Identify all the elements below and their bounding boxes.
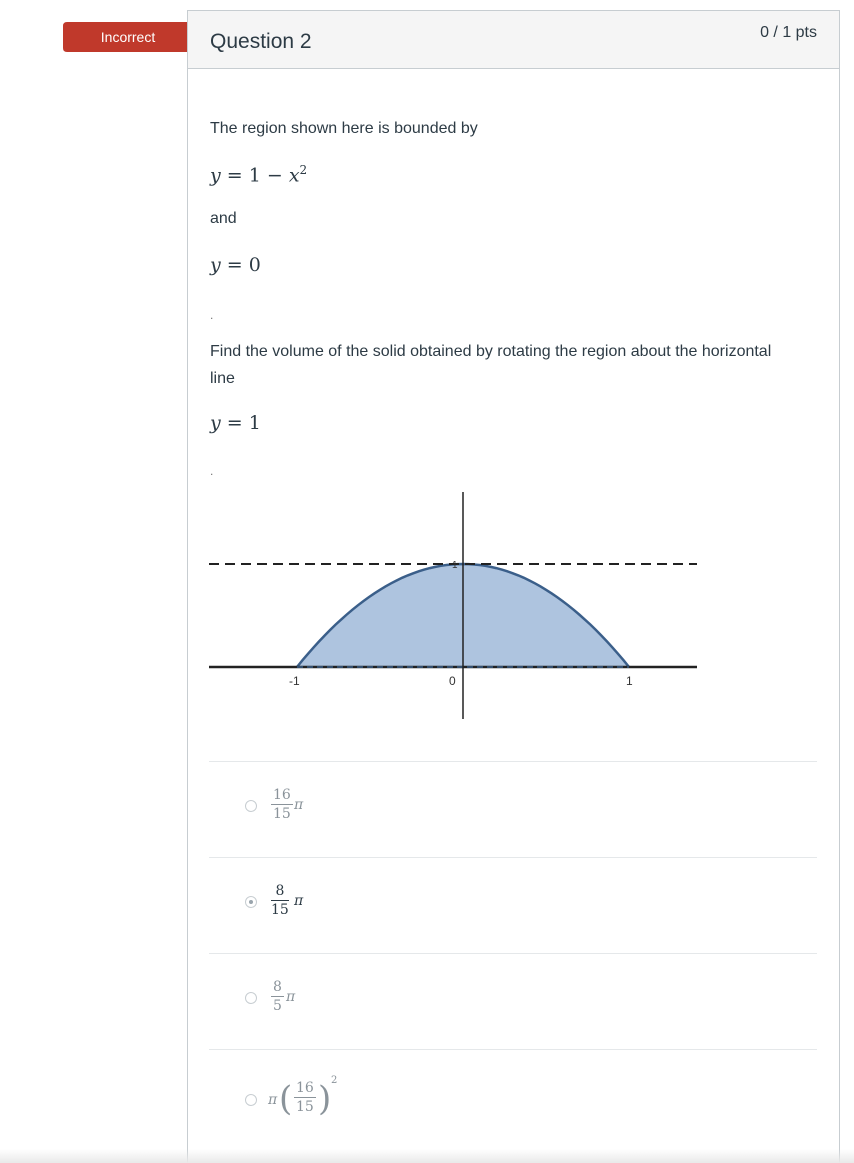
- period-1: .: [210, 308, 214, 322]
- answer-separator: [209, 953, 817, 954]
- answer-3-denominator: 5: [273, 998, 282, 1014]
- eq1-exponent: 2: [299, 163, 308, 177]
- answer-separator: [209, 761, 817, 762]
- answer-1-fraction: [271, 786, 293, 823]
- equation-2: [210, 254, 261, 276]
- answer-4-exponent: 2: [331, 1075, 338, 1086]
- answer-2-pi: π: [294, 893, 304, 909]
- eq2-lhs: y: [210, 254, 221, 276]
- region-graph: [209, 492, 701, 727]
- prompt-line-1: The region shown here is bounded by: [210, 120, 478, 137]
- prompt-line-2: Find the volume of the solid obtained by rotating the region about the horizontal line: [210, 343, 772, 387]
- answer-4-denominator: 15: [296, 1099, 314, 1115]
- eq3-rhs: = 1: [226, 412, 261, 434]
- question-header: [188, 11, 839, 69]
- period-2: .: [210, 464, 214, 478]
- prompt-and: and: [210, 210, 237, 227]
- answer-4-right-paren: ): [318, 1079, 332, 1119]
- answer-3-pi: π: [286, 989, 296, 1005]
- region-graph-svg: [209, 492, 701, 722]
- incorrect-badge: [63, 22, 206, 52]
- answer-1-pi: π: [294, 797, 304, 813]
- answer-4-pi: π: [268, 1092, 278, 1108]
- answer-2-denominator: 15: [271, 902, 289, 918]
- answer-2-numerator: 8: [271, 882, 289, 901]
- answer-3-numerator: 8: [273, 979, 282, 995]
- equation-3: [210, 412, 261, 434]
- equation-1: [210, 163, 307, 186]
- answer-1-numerator: 16: [273, 787, 291, 803]
- answer-4-numerator: 16: [296, 1080, 314, 1096]
- answer-1-radio[interactable]: [245, 800, 257, 812]
- answer-1-denominator: 15: [273, 806, 291, 822]
- answer-4-left-paren: (: [279, 1079, 293, 1119]
- question-title: Question 2: [210, 30, 312, 53]
- answer-2-radio[interactable]: [245, 896, 257, 908]
- answer-separator: [209, 1049, 817, 1050]
- eq1-rhs: = 1 −: [226, 164, 289, 187]
- tick-label-y1: 1: [452, 560, 458, 571]
- eq3-lhs: y: [210, 412, 221, 434]
- eq1-var: x: [288, 164, 300, 187]
- tick-label-minus1: -1: [289, 674, 300, 688]
- eq2-rhs: = 0: [226, 254, 261, 276]
- answer-4-radio[interactable]: [245, 1094, 257, 1106]
- tick-label-0: 0: [449, 674, 456, 688]
- answer-2-fraction: [271, 882, 289, 919]
- page-bottom-fade: [0, 1149, 854, 1163]
- eq1-lhs: y: [210, 164, 221, 187]
- answer-3-radio[interactable]: [245, 992, 257, 1004]
- tick-label-1: 1: [626, 674, 633, 688]
- question-points: 0 / 1 pts: [760, 24, 817, 41]
- answer-3-fraction: [271, 978, 284, 1015]
- answer-4-fraction: [294, 1079, 316, 1116]
- answer-separator: [209, 857, 817, 858]
- status-label: Incorrect: [100, 29, 156, 45]
